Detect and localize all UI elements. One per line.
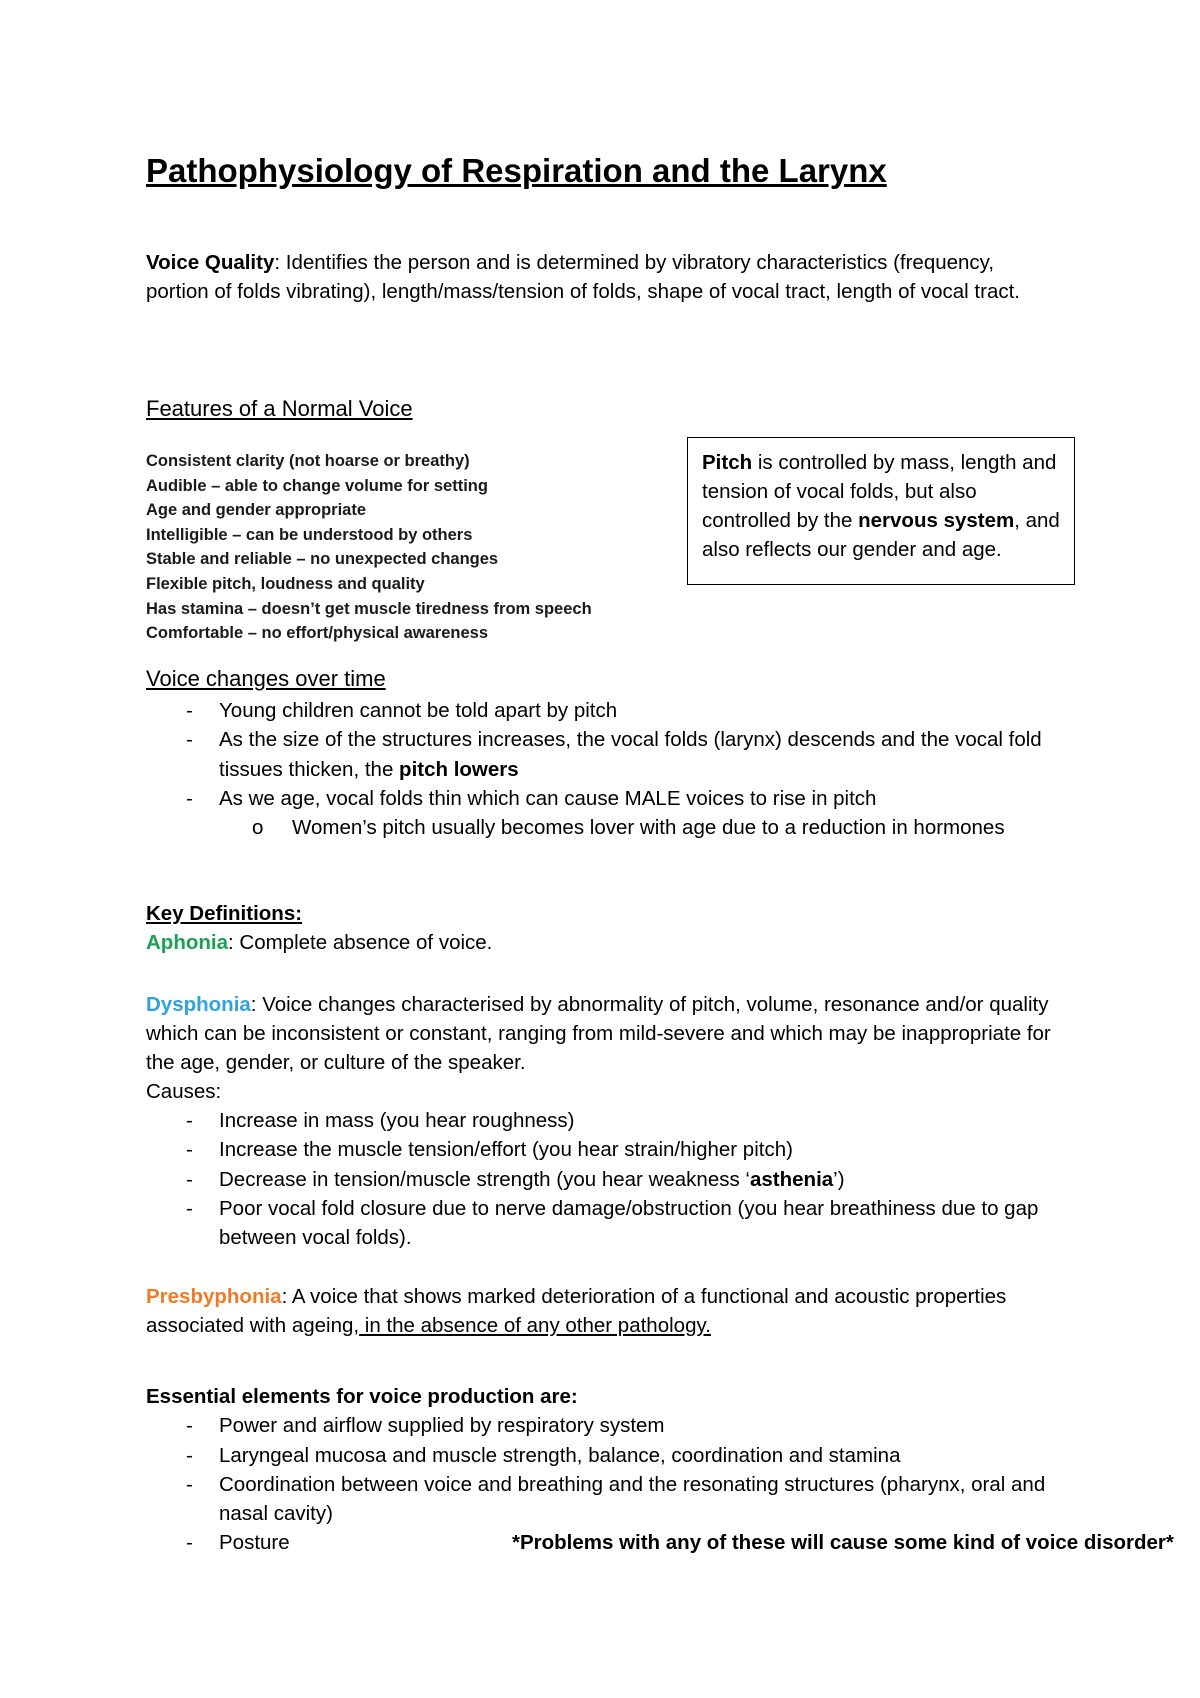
list-item-text: Posture (219, 1531, 290, 1555)
pitch-lowers-term: pitch lowers (399, 757, 519, 781)
voice-disorder-note: *Problems with any of these will cause some kind of voice disorder* (512, 1531, 1174, 1555)
list-item-text: Increase the muscle tension/effort (you hear strain/higher pitch) (219, 1138, 793, 1162)
feature-item: Age and gender appropriate (146, 501, 367, 520)
list-item (146, 1194, 1066, 1253)
list-item (146, 1106, 1066, 1135)
list-item (146, 1165, 1066, 1194)
feature-item: Comfortable – no effort/physical awareness (146, 624, 489, 643)
list-item (146, 725, 1066, 784)
causes-label: Causes: (146, 1080, 222, 1103)
presbyphonia-text: : A voice that shows marked deterioration of a functional and acoustic properties associated with ageing, (146, 1285, 1007, 1337)
pitch-term: Pitch (702, 451, 753, 474)
sub-list-item (146, 813, 1066, 842)
voice-changes-heading: Voice changes over time (146, 666, 386, 691)
dysphonia-definition (146, 990, 1066, 1106)
feature-item: Stable and reliable – no unexpected changes (146, 550, 499, 569)
aphonia-definition (146, 931, 492, 955)
list-item-text: Power and airflow supplied by respiratory system (219, 1414, 665, 1438)
voice-quality-text: : Identifies the person and is determined by vibratory characteristics (frequency, portion of folds vibrating), length/mass/tension of folds, shape of vocal tract, length of vocal tract. (146, 251, 1020, 303)
voice-changes-list (146, 696, 1066, 842)
list-item-text: Decrease in tension/muscle strength (you hear weakness ‘ (219, 1167, 750, 1191)
feature-item: Intelligible – can be understood by others (146, 525, 473, 544)
list-item-text: As the size of the structures increases, the vocal folds (larynx) descends and the vocal fold tissues thicken, the (219, 728, 1042, 781)
key-definitions-heading: Key Definitions: (146, 902, 303, 925)
list-item (146, 696, 1066, 725)
list-item-text: Coordination between voice and breathing and the resonating structures (pharynx, oral and nasal cavity) (219, 1472, 1046, 1526)
feature-item: Consistent clarity (not hoarse or breathy) (146, 452, 470, 470)
voice-quality-term: Voice Quality (146, 251, 275, 274)
feature-item: Has stamina – doesn’t get muscle tiredness from speech (146, 599, 592, 618)
aphonia-text: : Complete absence of voice. (228, 931, 493, 954)
list-item-text: Young children cannot be told apart by pitch (219, 699, 618, 722)
feature-item: Audible – able to change volume for setting (146, 476, 488, 495)
feature-item: Flexible pitch, loudness and quality (146, 574, 425, 593)
list-item (146, 1441, 1066, 1470)
list-item-text: Increase in mass (you hear roughness) (219, 1109, 575, 1132)
pitch-callout-box (687, 437, 1075, 585)
list-item-text: Poor vocal fold closure due to nerve damage/obstruction (you hear breathiness due to gap between vocal folds). (219, 1196, 1039, 1250)
sub-list-item-text: Women’s pitch usually becomes lover with age due to a reduction in hormones (292, 816, 1005, 840)
pitch-text-end: , and also reflects our gender and age. (702, 509, 1060, 561)
list-item (146, 1135, 1066, 1164)
list-item (146, 1528, 1174, 1557)
essential-heading: Essential elements for voice production are: (146, 1385, 578, 1408)
dysphonia-term: Dysphonia (146, 993, 251, 1016)
aphonia-term: Aphonia (146, 931, 228, 954)
essential-elements-section (146, 1382, 1174, 1558)
nervous-system-term: nervous system (858, 509, 1015, 532)
list-item (146, 1411, 1066, 1440)
features-list (146, 449, 592, 646)
list-item-text: Laryngeal mucosa and muscle strength, balance, coordination and stamina (219, 1443, 901, 1467)
presbyphonia-term: Presbyphonia (146, 1285, 282, 1308)
presbyphonia-underlined: in the absence of any other pathology. (359, 1314, 711, 1337)
voice-quality-paragraph (146, 248, 1046, 306)
features-heading: Features of a Normal Voice (146, 396, 413, 421)
causes-list (146, 1106, 1066, 1252)
list-item (146, 1470, 1066, 1529)
page-title: Pathophysiology of Respiration and the Larynx (146, 152, 887, 189)
list-item-text-end: ’) (833, 1167, 845, 1191)
list-item-text: As we age, vocal folds thin which can cause MALE voices to rise in pitch (219, 786, 877, 810)
dysphonia-text: : Voice changes characterised by abnormality of pitch, volume, resonance and/or quality which can be inconsistent or constant, ranging from mild-severe and which may be inappropriate for the age, gender, or culture of the speaker. (146, 993, 1051, 1074)
list-item (146, 784, 1066, 813)
asthenia-term: asthenia (750, 1167, 834, 1191)
pitch-text: is controlled by mass, length and tension of vocal folds, but also controlled by the (702, 451, 1057, 532)
presbyphonia-definition (146, 1282, 1066, 1340)
